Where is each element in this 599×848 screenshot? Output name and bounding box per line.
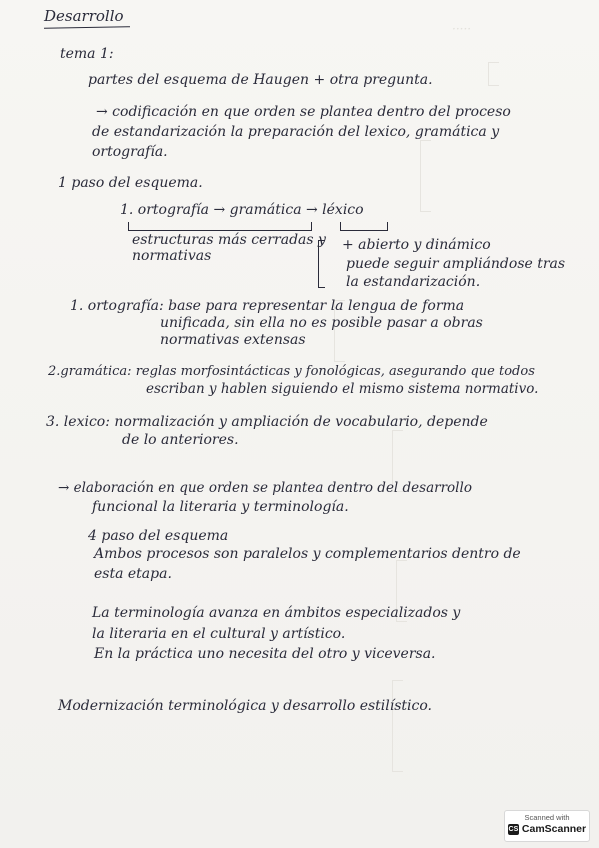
note-line: La terminología avanza en ámbitos especializados y — [92, 605, 461, 621]
note-line: de estandarización la preparación del lexico, gramática y — [92, 124, 500, 140]
note-line: escriban y hablen siguiendo el mismo sistema normativo. — [146, 381, 539, 397]
note-line: de lo anteriores. — [122, 432, 239, 448]
bleed-through-text: ····· — [452, 22, 472, 36]
note-line: 1. ortografía: base para representar la lengua de forma — [70, 298, 465, 314]
badge-caption: Scanned with — [524, 813, 570, 822]
note-line: normativas — [132, 248, 212, 264]
note-line: ortografía. — [92, 144, 168, 160]
note-line: En la práctica uno necesita del otro y viceversa. — [94, 646, 436, 662]
note-line: la literaria en el cultural y artístico. — [92, 626, 346, 642]
schema-sequence: 1. ortografía → gramática → léxico — [120, 202, 364, 218]
bleed-through-mark — [392, 680, 403, 772]
note-line: → elaboración en que orden se plantea dentro del desarrollo — [58, 480, 472, 496]
camscanner-badge — [504, 810, 590, 842]
step-heading: 1 paso del esquema. — [58, 175, 203, 191]
note-line: estructuras más cerradas y — [132, 232, 326, 248]
note-line: funcional la literaria y terminología. — [92, 499, 349, 515]
note-line: 3. lexico: normalización y ampliación de vocabulario, depende — [46, 414, 488, 430]
bracket-under-orthography-grammar — [128, 222, 312, 231]
note-line: puede seguir ampliándose tras — [346, 256, 566, 272]
side-brace — [318, 240, 325, 288]
note-line: → codificación en que orden se plantea dentro del proceso — [96, 104, 511, 120]
bleed-through-mark — [488, 62, 499, 86]
badge-brand: CamScanner — [521, 823, 587, 835]
note-line: 2.gramática: reglas morfosintácticas y fonológicas, asegurando que todos — [48, 364, 535, 379]
camscanner-logo-icon: CS — [508, 825, 519, 833]
bleed-through-mark — [420, 140, 431, 212]
note-line: Modernización terminológica y desarrollo estilístico. — [58, 698, 432, 714]
page-title: Desarrollo — [44, 7, 124, 25]
note-line: partes del esquema de Haugen + otra pregunta. — [88, 72, 433, 88]
note-line: Ambos procesos son paralelos y complementarios dentro de — [94, 546, 521, 562]
title-underline — [44, 26, 130, 29]
section-heading: tema 1: — [60, 46, 114, 62]
step-heading: 4 paso del esquema — [88, 528, 229, 544]
note-line: esta etapa. — [94, 566, 172, 582]
note-line: la estandarización. — [346, 274, 481, 290]
note-line: normativas extensas — [160, 332, 306, 348]
note-line: unificada, sin ella no es posible pasar a obras — [160, 315, 483, 331]
note-line: + abierto y dinámico — [342, 237, 491, 253]
bracket-under-lexicon — [340, 222, 388, 231]
